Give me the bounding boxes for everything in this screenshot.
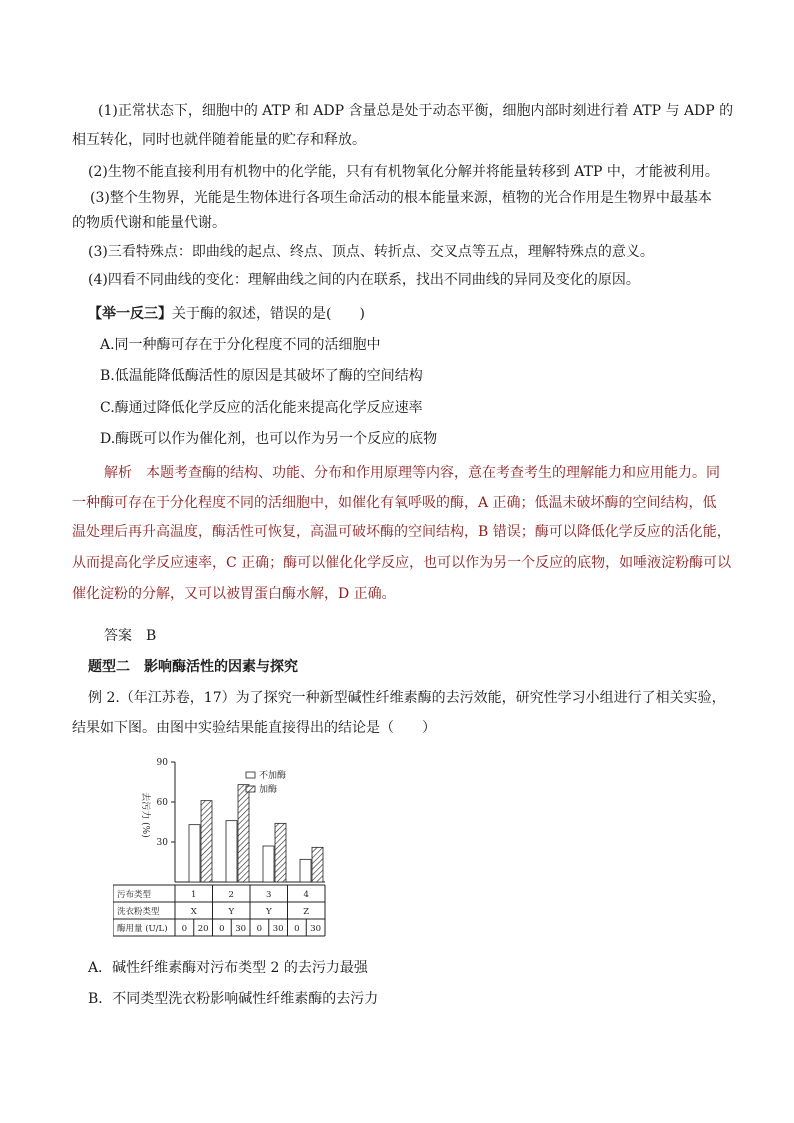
table-row-header: 污布类型	[117, 890, 152, 900]
detergency-bar-chart	[113, 757, 329, 941]
table-cell-stain-type: 1	[191, 890, 197, 900]
bar-enzyme	[201, 801, 212, 882]
question-stem	[88, 304, 365, 324]
legend-label-enzyme: 加酶	[259, 785, 278, 795]
option-d: D.酶既可以作为催化剂，也可以作为另一个反应的底物	[100, 431, 438, 447]
table-cell-detergent-type: Y	[265, 907, 272, 917]
analysis-line-1: 解析 本题考查酶的结构、功能、分布和作用原理等内容，意在考查考生的理解能力和应用能力。同	[104, 465, 720, 481]
table-cell-stain-type: 2	[228, 890, 234, 900]
bar-no-enzyme	[226, 821, 237, 882]
analysis-line-2: 一种酶可存在于分化程度不同的活细胞中，如催化有氧呼吸的酶，A 正确；低温未破坏酶的空间结构，低	[72, 495, 717, 511]
bar-no-enzyme	[263, 846, 274, 882]
bar-enzyme	[312, 847, 323, 882]
example-line-1: 例 2.（年江苏卷，17）为了探究一种新型碱性纤维素酶的去污效能，研究性学习小组进行了相关实验，	[88, 690, 726, 706]
note-line-1: (1)正常状态下，细胞中的 ATP 和 ADP 含量总是处于动态平衡，细胞内部时刻进行着 ATP 与 ADP 的	[98, 103, 734, 119]
analysis-line-3: 温处理后再升高温度，酶活性可恢复，高温可破坏酶的空间结构，B 错误；酶可以降低化学反应的活化能，	[72, 524, 731, 540]
table-cell-enzyme-dose: 0	[181, 924, 188, 934]
question-text: 关于酶的叙述，错误的是( )	[172, 306, 365, 322]
note-line-7: (4)四看不同曲线的变化：理解曲线之间的内在联系，找出不同曲线的异同及变化的原因。	[88, 272, 640, 288]
note-line-5: 的物质代谢和能量代谢。	[72, 215, 226, 231]
section-title: 题型二 影响酶活性的因素与探究	[88, 659, 298, 675]
option-c: C.酶通过降低化学反应的活化能来提高化学反应速率	[100, 400, 423, 416]
option-a: A.同一种酶可存在于分化程度不同的活细胞中	[100, 337, 381, 353]
chart-legend	[246, 769, 286, 795]
choice-b: B．不同类型洗衣粉影响碱性纤维素酶的去污力	[88, 991, 379, 1007]
table-cell-enzyme-dose: 30	[272, 924, 284, 934]
table-cell-detergent-type: Z	[303, 907, 310, 917]
note-line-2: 相互转化，同时也就伴随着能量的贮存和释放。	[72, 132, 366, 148]
legend-label-no-enzyme: 不加酶	[259, 771, 287, 781]
bar-no-enzyme	[300, 859, 311, 882]
table-cell-stain-type: 3	[266, 890, 272, 900]
option-b: B.低温能降低酶活性的原因是其破坏了酶的空间结构	[100, 368, 423, 384]
bar-enzyme	[275, 823, 286, 882]
table-row-header: 洗衣粉类型	[117, 907, 160, 917]
y-tick-label: 90	[156, 758, 168, 768]
table-cell-enzyme-dose: 30	[235, 924, 247, 934]
note-line-4: (3)整个生物界，光能是生物体进行各项生命活动的根本能量来源，植物的光合作用是生物界中最基本	[90, 190, 712, 206]
legend-swatch-no-enzyme	[246, 772, 255, 778]
table-cell-detergent-type: Y	[228, 907, 235, 917]
example-line-2: 结果如下图。由图中实验结果能直接得出的结论是（ ）	[72, 720, 436, 736]
table-cell-enzyme-dose: 30	[310, 924, 322, 934]
table-cell-enzyme-dose: 0	[294, 924, 300, 934]
analysis-line-4: 从而提高化学反应速率，C 正确；酶可以催化化学反应，也可以作为另一个反应的底物，如唾液淀粉酶可以	[72, 555, 732, 571]
table-row-header: 酶用量 (U/L)	[117, 924, 168, 934]
y-tick-label: 30	[156, 838, 168, 848]
legend-swatch-enzyme	[246, 786, 255, 792]
question-prefix: 【举一反三】	[88, 306, 172, 322]
note-line-6: (3)三看特殊点：即曲线的起点、终点、顶点、转折点、交叉点等五点，理解特殊点的意义。	[88, 244, 654, 260]
y-tick-label: 60	[156, 798, 168, 808]
bar-no-enzyme	[189, 825, 200, 882]
table-cell-stain-type: 4	[303, 890, 309, 900]
bar-enzyme	[238, 785, 249, 882]
answer: 答案 B	[104, 628, 157, 644]
chart-ylabel: 去污力 (%)	[140, 792, 150, 838]
choice-a: A．碱性纤维素酶对污布类型 2 的去污力最强	[88, 960, 368, 976]
table-cell-enzyme-dose: 0	[256, 924, 263, 934]
analysis-line-5: 催化淀粉的分解，又可以被胃蛋白酶水解，D 正确。	[72, 586, 396, 602]
table-cell-enzyme-dose: 0	[219, 924, 225, 934]
note-line-3: (2)生物不能直接利用有机物中的化学能，只有有机物氧化分解并将能量转移到 ATP 中，才能被利用。	[88, 164, 719, 180]
table-cell-enzyme-dose: 20	[197, 924, 209, 934]
table-cell-detergent-type: X	[190, 907, 197, 917]
chart-data-table	[113, 885, 325, 936]
